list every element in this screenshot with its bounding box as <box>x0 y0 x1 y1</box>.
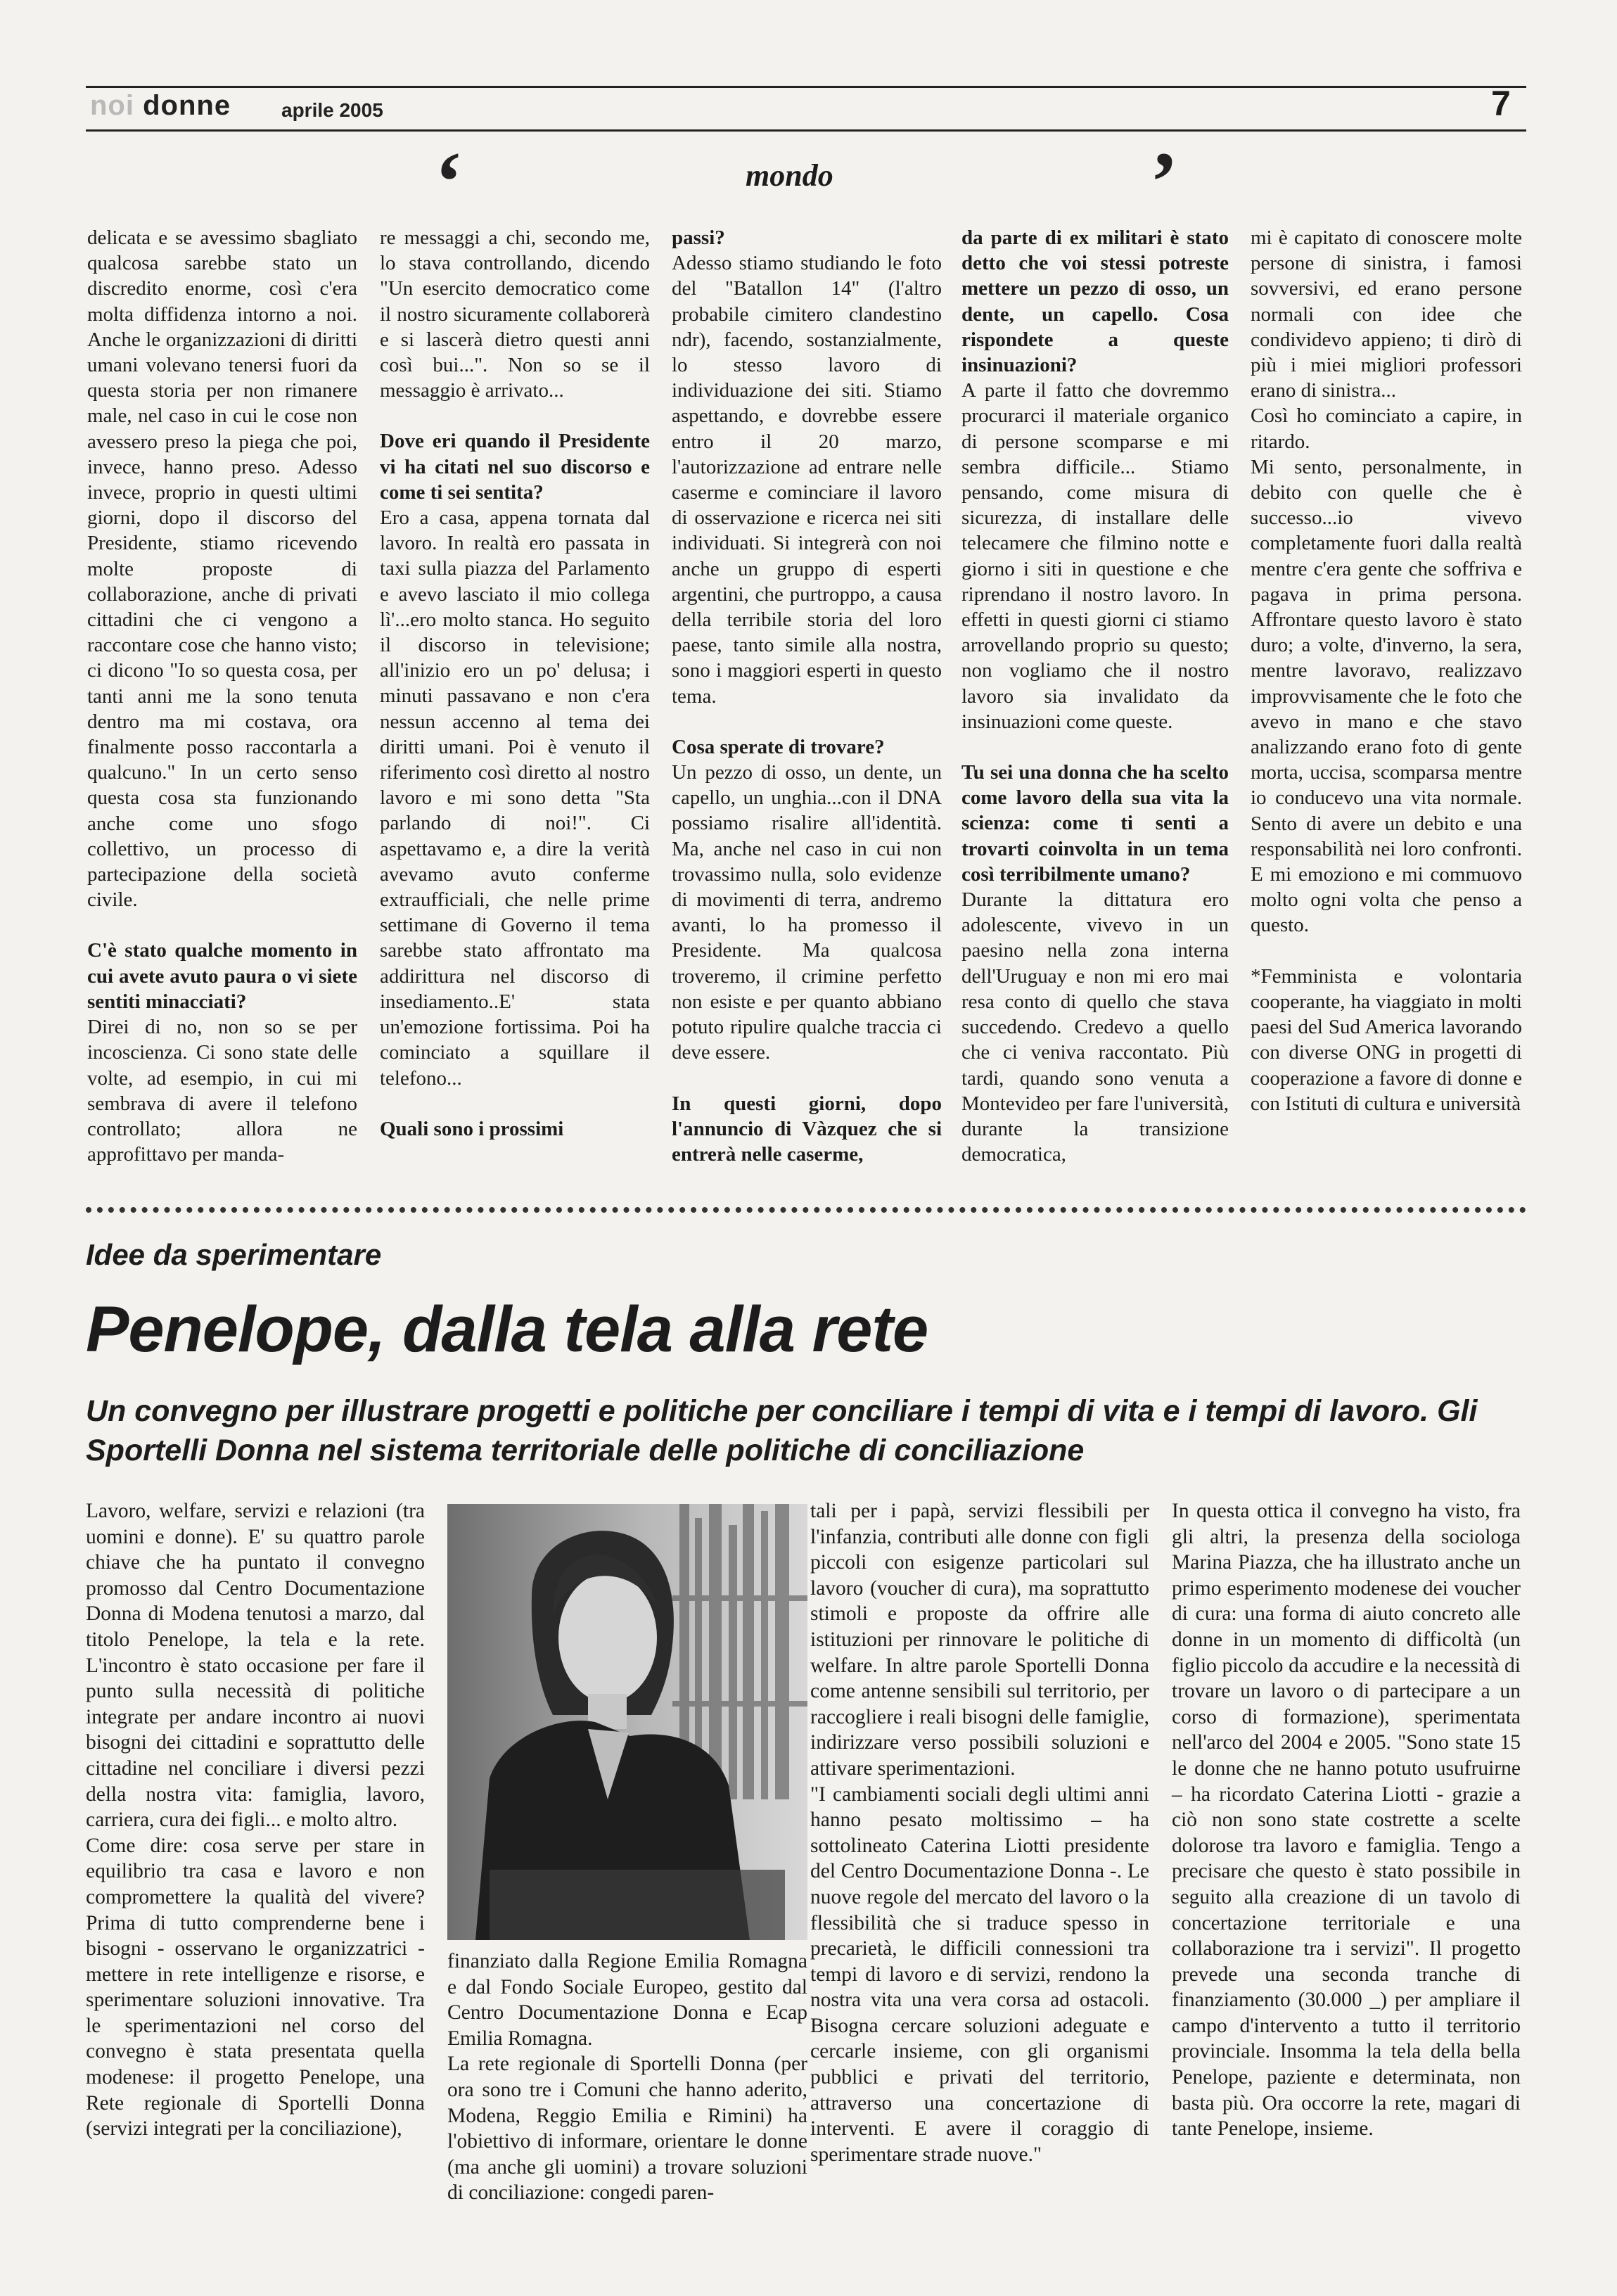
interview-column-1 <box>87 225 357 1167</box>
section-label: mondo <box>746 158 833 193</box>
paragraph: Lavoro, welfare, servizi e relazioni (tra uomini e donne). E' su quattro parole chiave che ha puntato il convegno promosso dal Centro Documentazione Donna di Modena tenutosi a marzo, dal titolo Penelope, la tela e la rete. L'incontro è stato occasione per fare il punto sulla necessità di politiche integrate per andare incontro ai nuovi bisogni dei cittadini e soprattutto delle cittadine nel conciliare i diversi pezzi della nostra vita: famiglia, lavoro, carriera, cura dei figli... e molto altro. <box>86 1500 425 1832</box>
paragraph: Così ho cominciato a capire, in ritardo. <box>1251 404 1522 453</box>
portrait-photo-image <box>447 1504 807 1940</box>
interview-column-2 <box>380 225 650 1142</box>
question: C'è stato qualche momento in cui avete avuto paura o vi siete sentiti minacciati? <box>87 939 357 1013</box>
paragraph: In questa ottica il convegno ha visto, fra gli altri, la presenza della sociologa Marina Piazza, che ha illustrato anche un primo esperimento modenese dei voucher di cura: una forma di aiuto concreto alle donne in un momento di difficoltà (un figlio piccolo da accudire e la necessità di trovare un lavoro o di partecipare a un corso di formazione), sperimentata nell'arco del 2004 e 2005. "Sono state 15 le donne che ne hanno potuto usufruirne – ha ricordato Caterina Liotti - grazie a ciò non sono state costrette a scelte dolorose tra lavoro e famiglia. Tengo a precisare che questo è stato possibile in seguito alla creazione di un tavolo di concertazione territoriale e una collaborazione tra i servizi". Il progetto prevede una seconda tranche di finanziamento (30.000 _) per ampliare il campo d'intervento a tutto il territorio provinciale. Insomma la tela della bella Penelope, paziente e determinata, non basta più. Ora occorre la rete, magari di tante Penelope, insieme. <box>1172 1500 1521 2141</box>
question: passi? <box>672 227 725 249</box>
issue-date: aprile 2005 <box>281 99 383 121</box>
paragraph: Un pezzo di osso, un dente, un capello, un unghia...con il DNA possiamo risalire all'identità. Ma, anche nel caso in cui non trovassimo nulla, solo evidenze di movimenti di terra, andremo avanti, lo ha promesso il Presidente. Ma qualcosa troveremo, il crimine perfetto non esiste e per quanto abbiano potuto ripulire qualche traccia ci deve essere. <box>672 761 942 1064</box>
page-number: 7 <box>1491 84 1511 123</box>
paragraph: Mi sento, personalmente, in debito con quelle che è successo...io vivevo completamente fuori dalla realtà mentre c'era gente che soffriva e pagava in prima persona. Affrontare questo lavoro è stato duro; a volte, d'inverno, la sera, mentre lavoravo, realizzavo improvvisamente che le foto che avevo in mano e che stavo analizzando erano foto di gente morta, uccisa, scomparsa mentre io conducevo una vita normale. Sento di avere un debito e una responsabilità nei loro confronti. E mi emoziono e mi commuovo molto ogni volta che penso a questo. <box>1251 455 1522 937</box>
paragraph: tali per i papà, servizi flessibili per l'infanzia, contributi alle donne con figli piccoli con esigenze particolari sul lavoro (voucher di cura), ma soprattutto stimoli e proposte da offrire alle istituzioni per rinnovare le politiche di welfare. In altre parole Sportelli Donna come antenne sensibili sul territorio, per raccogliere i reali bisogni delle famiglie, indirizzare verso possibili soluzioni e attivare sperimentazioni. <box>810 1500 1149 1780</box>
paragraph: finanziato dalla Regione Emilia Romagna e dal Fondo Sociale Europeo, gestito dal Centro Documentazione Donna e Ecap Emilia Romagna. <box>447 1950 807 2050</box>
paragraph: Come dire: cosa serve per stare in equilibrio tra casa e lavoro e non compromettere la qualità del vivere? Prima di tutto comprenderne bene i bisogni - osservano le organizzatrici - mettere in rete intelligenze e risorse, e sperimentare soluzioni innovative. Tra le sperimentazioni nel corso del convegno è stata presentata quella modenese: il progetto Penelope, una Rete regionale di Sportelli Donna (servizi integrati per la conciliazione), <box>86 1834 425 2141</box>
paragraph: "I cambiamenti sociali degli ultimi anni hanno pesato moltissimo – ha sottolineato Caterina Liotti presidente del Centro Documentazione Donna -. Le nuove regole del mercato del lavoro o la flessibilità che si traduce spesso in precarietà, le difficili connessioni tra tempi di lavoro e di servizi, rendono la nostra vita una vera corsa ad ostacoli. Bisogna cercare soluzioni adeguate e cercarle insieme, con gli organismi pubblici e privati del territorio, attraverso una concertazione di interventi. E avere il coraggio di sperimentare strade nuove." <box>810 1782 1149 2166</box>
paragraph: re messaggi a chi, secondo me, lo stava controllando, dicendo "Un esercito democratico come il nostro sicuramente collaborerà e si lascerà dietro questi anni così bui...". Non so se il messaggio è arrivato... <box>380 227 650 402</box>
article-column-1 <box>86 1498 425 2142</box>
paragraph: La rete regionale di Sportelli Donna (per ora sono tre i Comuni che hanno aderito, Modena, Reggio Emilia e Rimini) ha l'obiettivo di informare, orientare le donne (ma anche gli uomini) a trovare soluzioni di conciliazione: congedi paren- <box>447 2053 807 2205</box>
article-column-2 <box>447 1949 807 2206</box>
portrait-photo <box>447 1504 807 1940</box>
paragraph: mi è capitato di conoscere molte persone di sinistra, i famosi sovversivi, ed erano persone normali con idee che condividevo appieno; ti dirò di più i miei migliori professori erano di sinistra... <box>1251 227 1522 402</box>
question: Tu sei una donna che ha scelto come lavoro della sua vita la scienza: come ti senti a trovarti coinvolta in un tema così terribilmente umano? <box>961 761 1229 886</box>
question: Quali sono i prossimi <box>380 1117 564 1140</box>
masthead <box>90 90 231 122</box>
header-rule-top <box>86 86 1526 88</box>
paragraph: Ero a casa, appena tornata dal lavoro. In realtà ero passata in taxi sulla piazza del Parlamento e avevo lasciato il mio collega lì'...ero molto stanca. Ho seguito il discorso in televisione; all'inizio ero un po' delusa; i minuti passavano e non c'era nessun accenno al tema dei diritti umani. Poi è venuto il riferimento così diretto al nostro lavoro e mi sono detta "Sta parlando di noi!". Ci aspettavamo e, a dire la verità avevamo avuto conferme extraufficiali, che nelle prime settimane di Governo il tema sarebbe stato affrontato ma addirittura nel discorso di insediamento..E' stata un'emozione fortissima. Poi ha cominciato a squillare il telefono... <box>380 506 650 1090</box>
masthead-donne: donne <box>143 90 231 121</box>
paragraph: A parte il fatto che dovremmo procurarci il materiale organico di persone scomparse e mi sembra difficile... Stiamo pensando, come misura di sicurezza, di installare delle telecamere che filmino notte e giorno i siti in questione e che riprendano il nostro lavoro. In effetti in questi giorni ci stiamo arrovellando proprio su questo; non vogliamo che il nostro lavoro sia invalidato da insinuazioni come queste. <box>961 379 1229 733</box>
masthead-noi: noi <box>90 90 134 121</box>
article-kicker: Idee da sperimentare <box>86 1238 382 1271</box>
question: Dove eri quando il Presidente vi ha citati nel suo discorso e come ti sei sentita? <box>380 430 650 504</box>
quote-close-mark: ’ <box>1150 134 1178 228</box>
paragraph: Durante la dittatura ero adolescente, vivevo in un paesino nella zona interna dell'Uruguay e non mi ero mai resa conto di quello che stava succedendo. Credevo a quello che ci veniva raccontato. Più tardi, quando sono venuta a Montevideo per fare l'università, durante la transizione democratica, <box>961 888 1229 1166</box>
article-headline: Penelope, dalla tela alla rete <box>86 1294 928 1365</box>
dotted-divider <box>86 1207 1526 1213</box>
paragraph: delicata e se avessimo sbagliato qualcosa sarebbe stato un discredito enorme, così c'era molta diffidenza intorno a noi. Anche le organizzazioni di diritti umani volevano tenersi fuori da questa storia per non rimanere male, nel caso in cui le cose non avessero preso la piega che poi, invece, hanno preso. Adesso invece, proprio in questi ultimi giorni, dopo il discorso del Presidente, stiamo ricevendo molte proposte di collaborazione, anche di privati cittadini che ci vengono a raccontare cose che hanno visto; ci dicono "Io so questa cosa, per tanti anni me la sono tenuta dentro ma mi costava, ora finalmente posso raccontarla a qualcuno." In un certo senso questa cosa sta funzionando anche come uno sfogo collettivo, un processo di partecipazione della società civile. <box>87 227 357 912</box>
quote-open-mark: ‘ <box>435 134 463 228</box>
paragraph: Adesso stiamo studiando le foto del "Batallon 14" (l'altro probabile cimitero clandestino ndr), facendo, sostanzialmente, lo stesso lavoro di individuazione dei siti. Stiamo aspettando, e dovrebbe essere entro il 20 marzo, l'autorizzazione ad entrare nelle caserme e cominciare il lavoro di osservazione e ricerca nei siti individuati. Si integrerà con noi anche un gruppo di esperti argentini, che purtroppo, a causa della terribile storia del loro paese, tanto simile alla nostra, sono i maggiori esperti in questo tema. <box>672 252 942 708</box>
question: Cosa sperate di trovare? <box>672 735 885 758</box>
interview-column-3 <box>672 225 942 1167</box>
interview-column-4 <box>961 225 1229 1167</box>
author-note: *Femminista e volontaria cooperante, ha viaggiato in molti paesi del Sud America lavorando con diverse ONG in progetti di cooperazione a favore di donne e con Istituti di cultura e università <box>1251 964 1522 1115</box>
article-column-4 <box>1172 1498 1521 2142</box>
article-column-3 <box>810 1498 1149 2167</box>
paragraph: Direi di no, non so se per incoscienza. Ci sono state delle volte, ad esempio, in cui mi sembrava di avere il telefono controllato; allora ne approfittavo per manda- <box>87 1016 357 1166</box>
question: In questi giorni, dopo l'annuncio di Vàzquez che si entrerà nelle caserme, <box>672 1092 942 1166</box>
question: da parte di ex militari è stato detto che voi stessi potreste mettere un pezzo di osso, un dente, un capello. Cosa rispondete a queste insinuazioni? <box>961 227 1229 377</box>
header-rule-bottom <box>86 129 1526 132</box>
article-subhead: Un convegno per illustrare progetti e politiche per conciliare i tempi di vita e i tempi di lavoro. Gli Sportelli Donna nel sistema territoriale delle politiche di conciliazione <box>86 1394 1478 1467</box>
interview-column-5 <box>1251 225 1522 1116</box>
